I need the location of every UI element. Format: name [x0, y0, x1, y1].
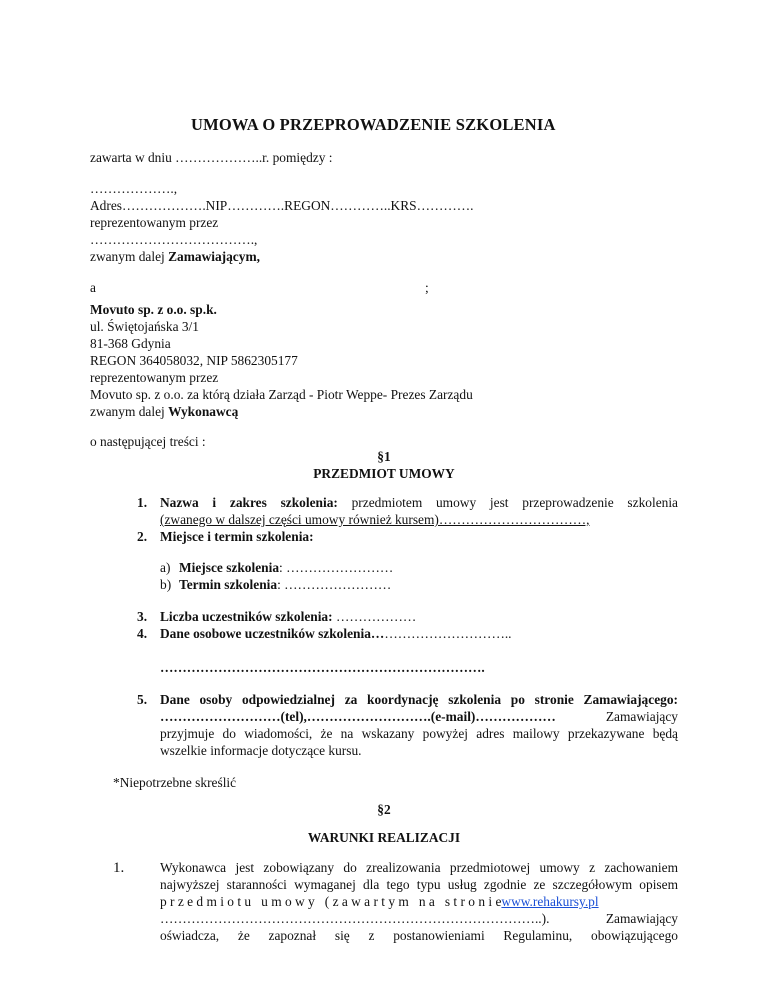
s1-item5-line1: Dane osoby odpowiedzialnej za koordynację szkolenia po stronie Zamawiającego:	[160, 692, 678, 707]
s1-item1-line1	[160, 495, 678, 512]
s1-sub-b-bold: Termin szkolenia	[179, 577, 278, 592]
s1-item4	[160, 626, 512, 643]
section2-number: §2	[377, 802, 391, 817]
s1-item3-bold: Liczba uczestników szkolenia:	[160, 609, 333, 624]
client-called-name: Zamawiającym,	[168, 249, 260, 264]
s2-item1-line1: Wykonawca jest zobowiązany do zrealizowania przedmiotowej umowy z zachowaniem	[160, 860, 678, 875]
s1-sub-a	[179, 560, 393, 577]
s1-item3-text: ………………	[332, 609, 417, 624]
s1-item2-number: 2.	[137, 529, 148, 544]
contractor-ids: REGON 364058032, NIP 5862305177	[90, 353, 298, 368]
s1-sub-a-text: : ……………………	[279, 560, 394, 575]
s1-item5-line2	[160, 709, 678, 726]
s1-sub-b	[179, 577, 391, 594]
s1-item5-line2-bold: ………………………(tel),……………………….(e-mail)………………	[160, 709, 556, 724]
client-called-prefix: zwanym dalej	[90, 249, 169, 264]
s1-sub-b-label: b)	[160, 577, 172, 592]
s2-item1-line3	[160, 894, 599, 911]
s1-item4-bold: Dane osobowe uczestników szkolenia…	[160, 626, 385, 641]
contractor-called-prefix: zwanym dalej	[90, 404, 169, 419]
s1-sub-a-bold: Miejsce szkolenia	[179, 560, 280, 575]
semicolon: ;	[425, 280, 429, 295]
s1-item4-number: 4.	[137, 626, 148, 641]
s1-item5-line2-text: Zamawiający	[555, 709, 678, 724]
s1-item3-number: 3.	[137, 609, 148, 624]
s1-sub-a-label: a)	[160, 560, 171, 575]
contractor-called-name: Wykonawcą	[168, 404, 239, 419]
s2-item1-line5: oświadcza, że zapoznał się z postanowieniami Regulaminu, obowiązującego	[160, 928, 678, 943]
s1-sub-b-text: : ……………………	[277, 577, 392, 592]
contractor-called-line	[90, 404, 238, 421]
s2-item1-number: 1.	[113, 860, 125, 876]
client-called-line	[90, 249, 260, 266]
rehakursy-link[interactable]: www.rehakursy.pl	[501, 894, 599, 909]
s1-item3	[160, 609, 416, 626]
s1-item1-number: 1.	[137, 495, 148, 510]
contractor-representative: Movuto sp. z o.o. za którą działa Zarząd - Piotr Weppe- Prezes Zarządu	[90, 387, 473, 402]
section1-heading: PRZEDMIOT UMOWY	[313, 466, 455, 481]
s1-item2-bold: Miejsce i termin szkolenia:	[160, 529, 314, 544]
section1-number: §1	[377, 449, 391, 464]
and-word: a	[90, 280, 96, 295]
contractor-city: 81-368 Gdynia	[90, 336, 171, 351]
document-title: UMOWA O PRZEPROWADZENIE SZKOLENIA	[191, 115, 556, 134]
s1-item1-line2: (zwanego w dalszej części umowy również kursem)……………………………,	[160, 512, 590, 527]
contractor-street: ul. Świętojańska 3/1	[90, 319, 199, 334]
contractor-represented-label: reprezentowanym przez	[90, 370, 219, 385]
s1-item5-line4: wszelkie informacje dotyczące kursu.	[160, 743, 362, 758]
client-name-blank: ……………….,	[90, 181, 178, 196]
client-representative-blank: ……………………………….,	[90, 232, 258, 247]
contract-intro: zawarta w dniu ………………..r. pomiędzy :	[90, 150, 333, 165]
s2-item1-line3-text: p r z e d m i o t u u m o w y ( z a w a r t y m n a s t r o n i e	[160, 894, 502, 909]
s1-item5-line3: przyjmuje do wiadomości, że na wskazany powyżej adres mailowy przekazywane będą	[160, 726, 678, 741]
s1-participants-dots: ……………………………………………………………….	[160, 660, 485, 675]
content-intro: o następującej treści :	[90, 434, 206, 449]
s1-item4-text: ………………………..	[384, 626, 512, 641]
client-represented-label: reprezentowanym przez	[90, 215, 219, 230]
s1-item1-text: przedmiotem umowy jest przeprowadzenie szkolenia	[337, 495, 678, 510]
contractor-name: Movuto sp. z o.o. sp.k.	[90, 302, 217, 317]
s1-item5-number: 5.	[137, 692, 148, 707]
footnote: *Niepotrzebne skreślić	[113, 775, 237, 790]
section2-heading: WARUNKI REALIZACJI	[307, 830, 461, 845]
s2-item1-line4: …………………………………………………………………………..). Zamawiający	[160, 911, 678, 926]
s2-item1-line2: najwyższej staranności wymaganej dla tego typu usług zgodnie ze szczegółowym opisem	[160, 877, 678, 892]
client-address-line: Adres……………….NIP………….REGON…………..KRS………….	[90, 198, 474, 213]
s1-item1-bold: Nazwa i zakres szkolenia:	[160, 495, 338, 510]
